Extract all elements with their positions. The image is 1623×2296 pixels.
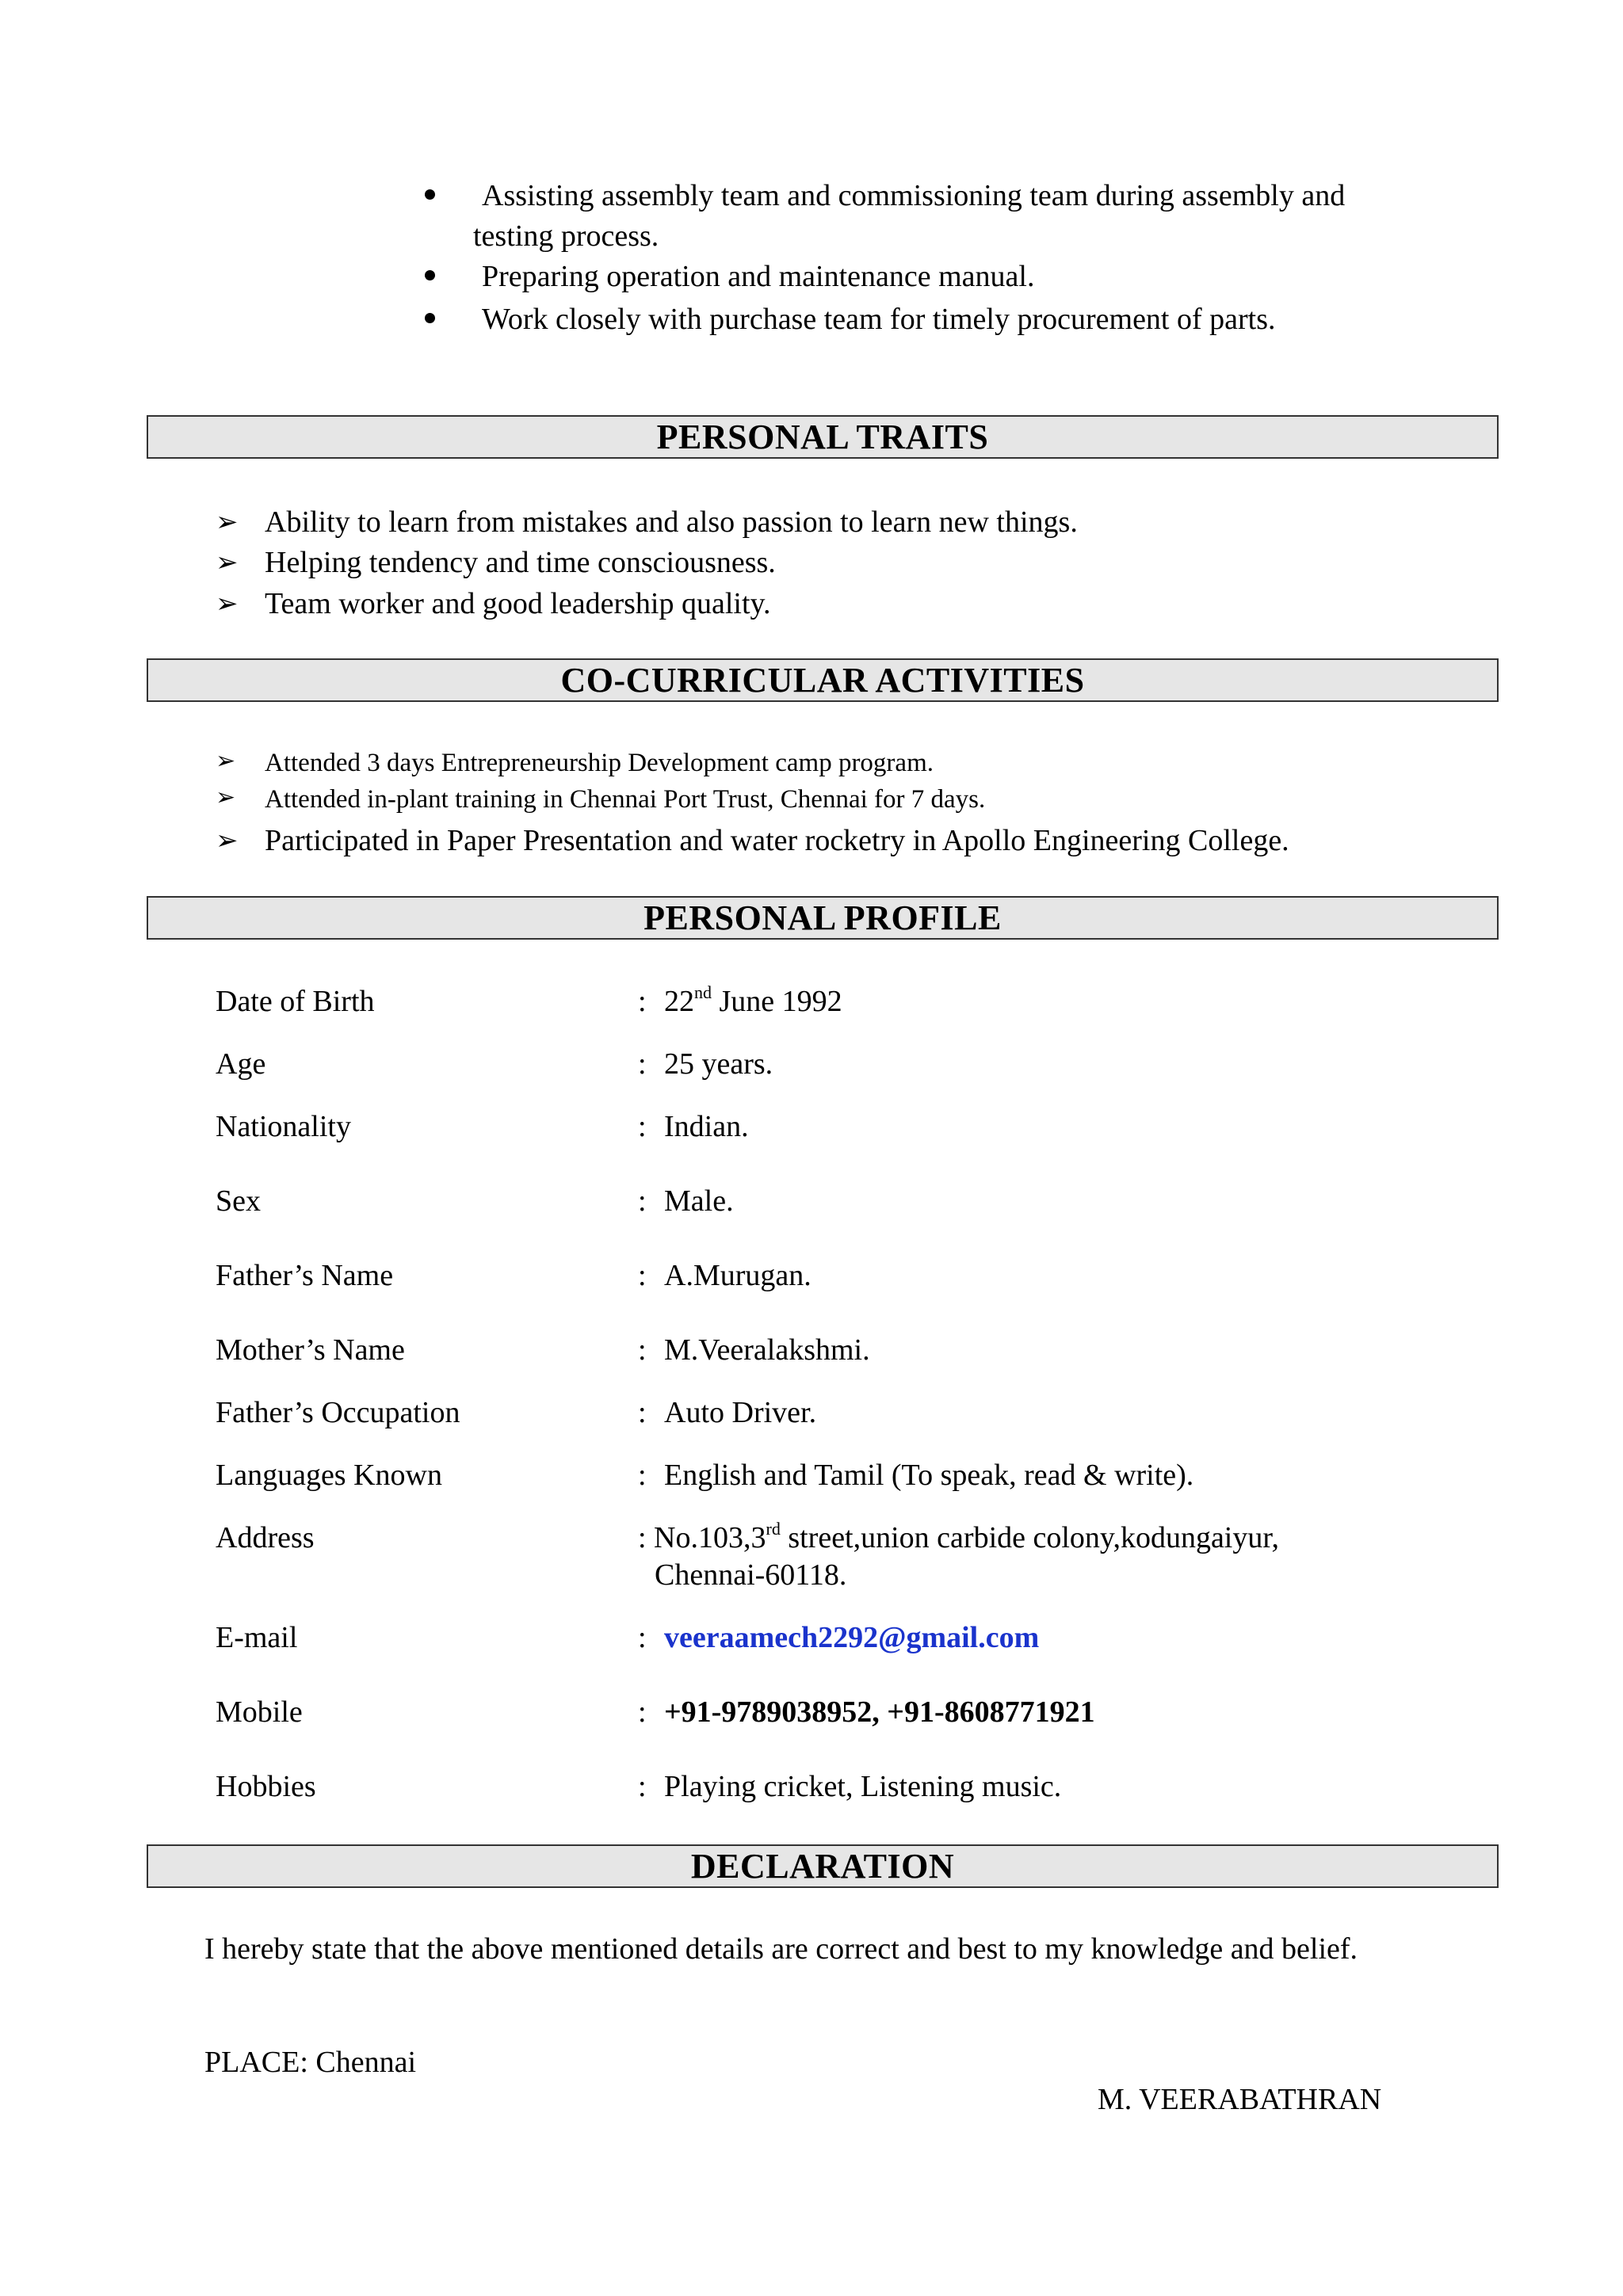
profile-label: E-mail [216, 1621, 298, 1654]
profile-value: M.Veeralakshmi. [664, 1333, 870, 1367]
profile-value: A.Murugan. [664, 1259, 812, 1292]
responsibility-item: Assisting assembly team and commissioning team during assembly and [482, 179, 1346, 212]
profile-colon: : [638, 1770, 647, 1803]
list-item: Team worker and good leadership quality. [265, 587, 771, 620]
profile-colon: : [638, 1621, 647, 1654]
profile-label: Father’s Occupation [216, 1396, 460, 1429]
list-item: Participated in Paper Presentation and water rocketry in Apollo Engineering College. [265, 824, 1289, 857]
profile-label: Date of Birth [216, 985, 375, 1018]
section-header-co-curricular [147, 658, 1499, 702]
profile-colon: : [638, 1695, 647, 1729]
profile-label: Hobbies [216, 1770, 316, 1803]
profile-label: Sex [216, 1184, 261, 1218]
list-item: Attended 3 days Entrepreneurship Development camp program. [265, 749, 934, 777]
profile-colon: : [638, 1333, 647, 1367]
arrow-bullet-icon: ➢ [216, 588, 239, 620]
profile-colon: : [638, 1184, 647, 1218]
section-title: PERSONAL TRAITS [656, 417, 989, 456]
place: PLACE: Chennai [204, 2046, 417, 2079]
profile-label: Nationality [216, 1110, 351, 1143]
profile-value: Auto Driver. [664, 1396, 817, 1429]
bullet-dot-icon [425, 313, 435, 323]
bullet-dot-icon [425, 270, 435, 280]
profile-colon: : [638, 1259, 647, 1292]
email-link[interactable]: veeraamech2292@gmail.com [664, 1621, 1040, 1654]
arrow-bullet-icon: ➢ [216, 784, 236, 811]
profile-label: Mother’s Name [216, 1333, 405, 1367]
arrow-bullet-icon: ➢ [216, 825, 239, 856]
profile-value: Playing cricket, Listening music. [664, 1770, 1062, 1803]
profile-colon: : [638, 1396, 647, 1429]
section-header-declaration [147, 1844, 1499, 1888]
arrow-bullet-icon: ➢ [216, 506, 239, 538]
section-title: DECLARATION [690, 1846, 955, 1886]
list-item: Attended in-plant training in Chennai Port Trust, Chennai for 7 days. [265, 785, 986, 814]
profile-label: Address [216, 1521, 315, 1554]
profile-colon: : [638, 1110, 647, 1143]
declaration-text: I hereby state that the above mentioned details are correct and best to my knowledge and belief. [204, 1932, 1358, 1966]
section-title: PERSONAL PROFILE [643, 898, 1002, 937]
profile-label: Languages Known [216, 1459, 442, 1492]
section-header-personal-traits [147, 415, 1499, 459]
responsibility-item: Preparing operation and maintenance manual. [482, 260, 1035, 293]
profile-value: Indian. [664, 1110, 749, 1143]
profile-colon: : [638, 1047, 647, 1081]
responsibility-item: Work closely with purchase team for timely procurement of parts. [482, 303, 1276, 336]
profile-value-address-line2: Chennai-60118. [655, 1558, 847, 1592]
profile-value-dob: 22nd June 1992 [664, 982, 842, 1018]
profile-colon: : [638, 985, 647, 1018]
profile-value: Male. [664, 1184, 734, 1218]
profile-label: Mobile [216, 1695, 303, 1729]
arrow-bullet-icon: ➢ [216, 547, 239, 578]
profile-value-address-line1: : No.103,3rd street,union carbide colony,kodungaiyur, [638, 1519, 1279, 1554]
bullet-dot-icon [425, 189, 435, 200]
mobile-value: +91-9789038952, +91-8608771921 [664, 1695, 1095, 1729]
profile-colon: : [638, 1459, 647, 1492]
signature-name: M. VEERABATHRAN [1098, 2083, 1382, 2116]
list-item: Helping tendency and time consciousness. [265, 546, 776, 579]
arrow-bullet-icon: ➢ [216, 747, 236, 775]
list-item: Ability to learn from mistakes and also passion to learn new things. [265, 505, 1078, 539]
responsibility-item-continuation: testing process. [473, 219, 659, 253]
profile-label: Age [216, 1047, 266, 1081]
profile-value: 25 years. [664, 1047, 773, 1081]
section-title: CO-CURRICULAR ACTIVITIES [560, 660, 1085, 700]
profile-value: English and Tamil (To speak, read & write). [664, 1459, 1194, 1492]
section-header-personal-profile [147, 896, 1499, 940]
profile-label: Father’s Name [216, 1259, 394, 1292]
